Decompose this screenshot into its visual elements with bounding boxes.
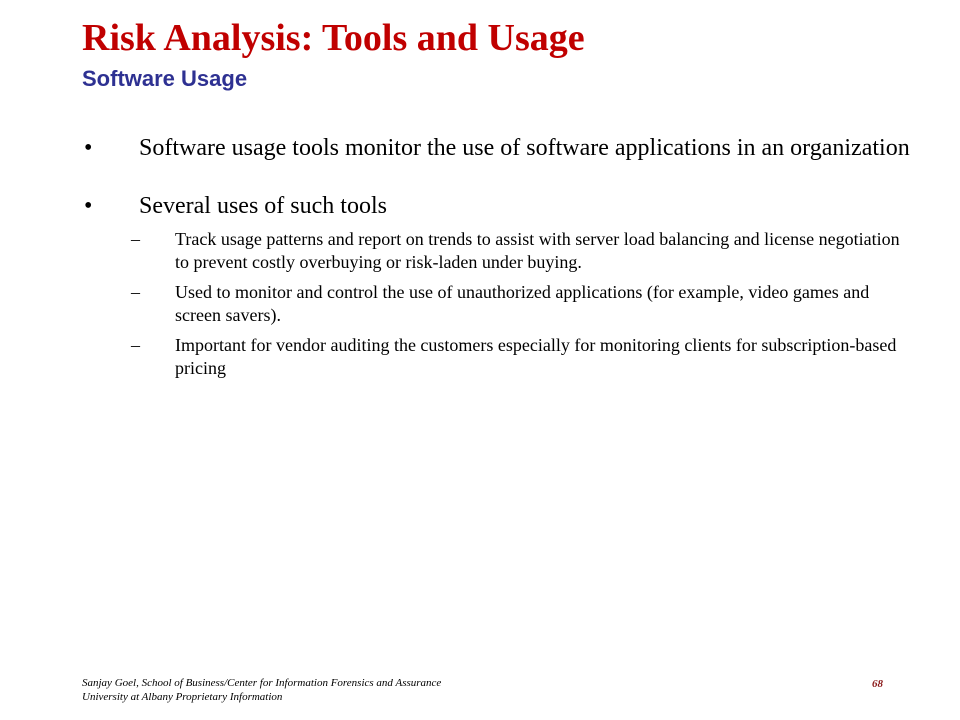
page-number: 68 — [872, 678, 883, 690]
sub-bullet-item — [84, 228, 905, 274]
slide-content — [84, 132, 914, 387]
dash-symbol: – — [131, 282, 140, 302]
slide-title: Risk Analysis: Tools and Usage — [82, 17, 585, 59]
dash-symbol: – — [131, 229, 140, 249]
footer-line-author: Sanjay Goel, School of Business/Center for Information Forensics and Assurance — [82, 677, 442, 689]
sub-bullet-text: Track usage patterns and report on trends to assist with server load balancing and license negotiation to prevent costly overbuying or risk-laden under buying. — [175, 229, 900, 272]
bullet-symbol: • — [84, 193, 93, 219]
bullet-text: Several uses of such tools — [139, 193, 387, 219]
dash-symbol: – — [131, 335, 140, 355]
sub-bullet-item — [84, 334, 905, 380]
bullet-item — [84, 132, 914, 164]
bullet-symbol: • — [84, 135, 93, 161]
bullet-text: Software usage tools monitor the use of software applications in an organization — [139, 135, 910, 161]
footer-credit — [82, 676, 441, 704]
bullet-item — [84, 190, 914, 222]
slide-subtitle: Software Usage — [82, 66, 248, 91]
footer-line-proprietary: University at Albany Proprietary Information — [82, 691, 283, 703]
sub-bullet-text: Important for vendor auditing the customers especially for monitoring clients for subscription-based pricing — [175, 335, 897, 378]
sub-bullet-item — [84, 281, 905, 327]
sub-bullet-text: Used to monitor and control the use of unauthorized applications (for example, video games and screen savers). — [175, 282, 870, 325]
